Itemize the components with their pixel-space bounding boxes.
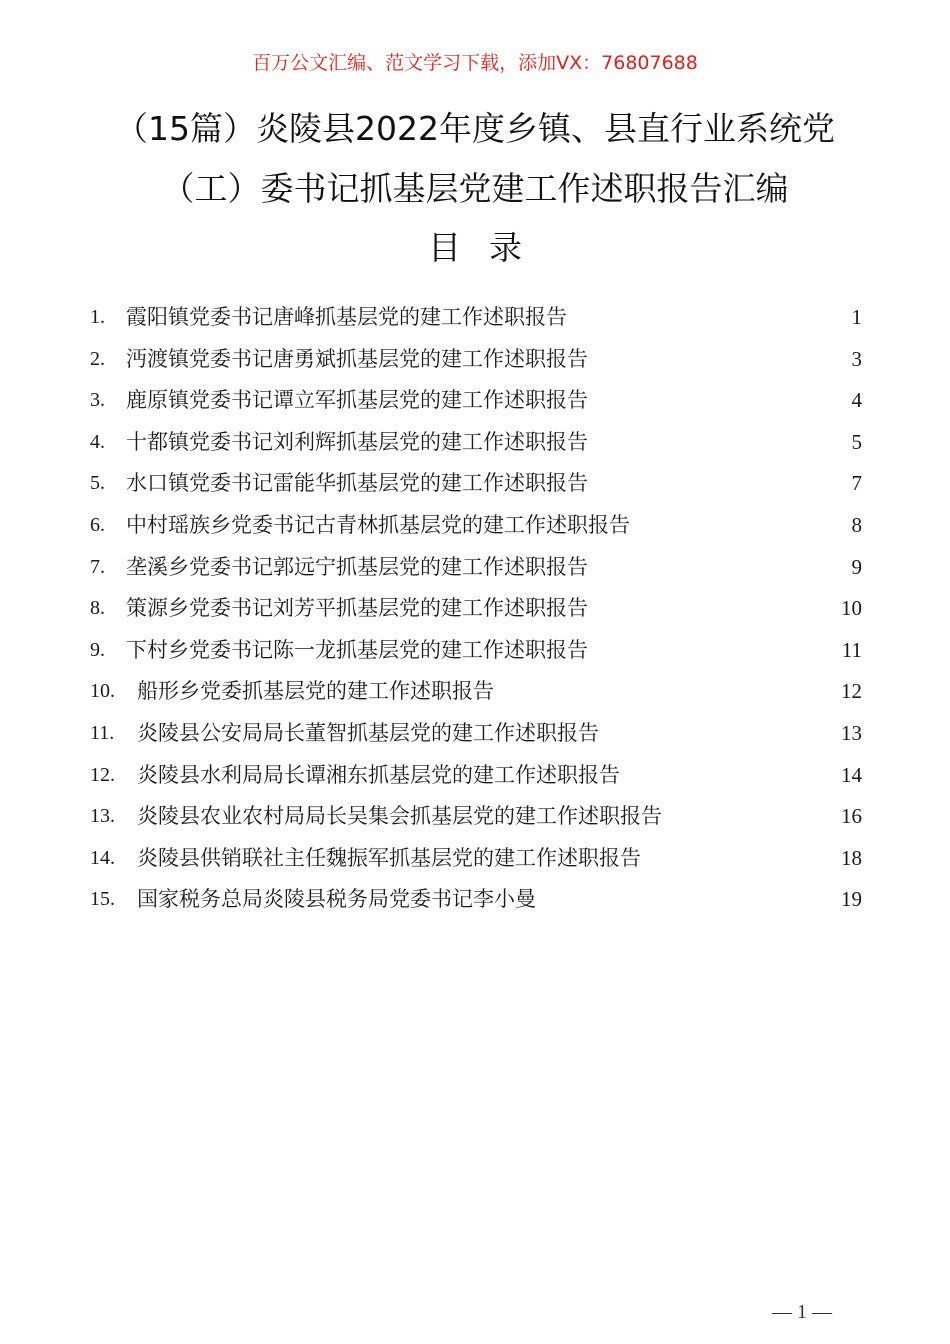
toc-entry-page: 13 [841,720,862,745]
toc-entry[interactable] [90,339,862,381]
toc-entry-page: 4 [851,388,862,413]
document-title-line-1: （15篇）炎陵县2022年度乡镇、县直行业系统党 [115,109,835,148]
toc-entry[interactable] [90,838,862,880]
toc-entry-number: 8. [90,597,105,620]
toc-entry[interactable] [90,588,862,630]
toc-entry-title: 十都镇党委书记刘利辉抓基层党的建工作述职报告 [126,429,588,454]
table-of-contents [90,297,862,921]
toc-entry-title: 垄溪乡党委书记郭远宁抓基层党的建工作述职报告 [126,554,588,579]
toc-entry-page: 9 [851,554,862,579]
page-number-footer: — 1 — [772,1301,832,1323]
toc-entry-title: 策源乡党委书记刘芳平抓基层党的建工作述职报告 [126,596,588,621]
toc-entry[interactable] [90,297,862,339]
toc-entry-number: 15. [90,888,115,911]
toc-entry-title: 国家税务总局炎陵县税务局党委书记李小曼 [137,887,536,912]
toc-entry-number: 9. [90,638,105,661]
toc-entry-number: 10. [90,680,115,703]
toc-entry[interactable] [90,547,862,589]
toc-entry-page: 10 [841,596,862,621]
toc-entry-number: 1. [90,306,105,328]
toc-entry[interactable] [90,755,862,797]
toc-entry-page: 7 [851,471,862,496]
toc-entry[interactable] [90,879,862,921]
toc-entry-number: 6. [90,513,105,536]
toc-entry-title: 下村乡党委书记陈一龙抓基层党的建工作述职报告 [126,637,588,662]
toc-entry-number: 11. [90,721,115,744]
toc-entry-number: 2. [90,347,105,370]
toc-entry[interactable] [90,463,862,505]
toc-entry-page: 14 [841,762,862,787]
toc-entry-title: 炎陵县水利局局长谭湘东抓基层党的建工作述职报告 [137,762,620,787]
toc-entry-page: 5 [851,429,862,454]
toc-entry-title: 沔渡镇党委书记唐勇斌抓基层党的建工作述职报告 [126,346,588,371]
toc-entry-number: 14. [90,846,115,869]
toc-entry-number: 3. [90,389,105,412]
toc-entry-page: 3 [851,346,862,371]
document-title-line-2: （工）委书记抓基层党建工作述职报告汇编 [161,169,789,208]
toc-entry[interactable] [90,505,862,547]
toc-entry-number: 12. [90,763,115,786]
toc-heading-char-1: 目 [428,228,461,267]
toc-entry[interactable] [90,422,862,464]
promo-banner: 百万公文汇编、范文学习下载，添加VX：76807688 [252,52,698,74]
toc-entry-page: 1 [851,305,862,329]
toc-entry[interactable] [90,713,862,755]
toc-entry-title: 水口镇党委书记雷能华抓基层党的建工作述职报告 [126,471,588,496]
toc-entry-number: 7. [90,555,105,578]
toc-entry-title: 炎陵县供销联社主任魏振军抓基层党的建工作述职报告 [137,845,641,870]
toc-entry-number: 13. [90,805,115,828]
toc-entry[interactable] [90,380,862,422]
toc-entry-title: 中村瑶族乡党委书记古青林抓基层党的建工作述职报告 [126,512,630,537]
toc-entry-page: 11 [841,637,862,662]
toc-heading [0,222,950,269]
toc-entry-title: 船形乡党委抓基层党的建工作述职报告 [137,679,494,704]
toc-entry-page: 16 [841,804,862,829]
toc-entry-title: 鹿原镇党委书记谭立军抓基层党的建工作述职报告 [126,388,588,413]
toc-entry-page: 8 [851,512,862,537]
toc-entry-page: 12 [841,679,862,704]
toc-entry[interactable] [90,630,862,672]
toc-entry-page: 19 [841,887,862,912]
toc-entry-title: 霞阳镇党委书记唐峰抓基层党的建工作述职报告 [126,305,567,329]
toc-entry-title: 炎陵县农业农村局局长吴集会抓基层党的建工作述职报告 [137,804,662,829]
toc-entry-page: 18 [841,845,862,870]
toc-entry[interactable] [90,796,862,838]
toc-entry-number: 4. [90,430,105,453]
toc-entry-title: 炎陵县公安局局长董智抓基层党的建工作述职报告 [137,720,599,745]
toc-heading-char-2: 录 [489,228,522,267]
toc-entry-number: 5. [90,472,105,495]
toc-entry[interactable] [90,671,862,713]
